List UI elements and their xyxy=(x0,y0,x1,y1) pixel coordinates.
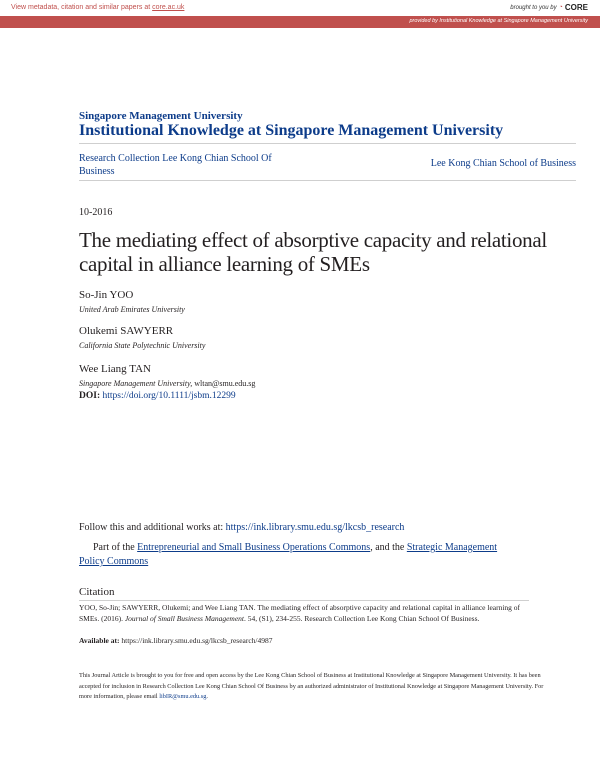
doi-link[interactable]: https://doi.org/10.1111/jsbm.12299 xyxy=(102,391,236,401)
citation-text-after: . 54, (S1), 234-255. Research Collection Lee Kong Chian School Of Business. xyxy=(244,613,480,623)
author-affiliation: California State Polytechnic University xyxy=(79,341,206,350)
citation-journal: Journal of Small Business Management xyxy=(124,613,244,623)
breadcrumb-school[interactable]: Lee Kong Chian School of Business xyxy=(430,158,576,169)
author-name: So-Jin YOO xyxy=(79,289,134,301)
author-name: Olukemi SAWYERR xyxy=(79,325,174,337)
doi-line xyxy=(79,391,236,401)
follow-text: Follow this and additional works at: xyxy=(79,522,224,533)
breadcrumb xyxy=(79,143,576,181)
author-name: Wee Liang TAN xyxy=(79,363,151,375)
core-banner xyxy=(0,0,600,17)
disclaimer-end: . xyxy=(206,693,208,700)
citation-heading: Citation xyxy=(79,586,529,601)
author-affiliation-text: Singapore Management University, xyxy=(79,379,193,388)
disclaimer-email-link[interactable]: libIR@smu.edu.sg xyxy=(159,693,207,700)
doi-label: DOI: xyxy=(79,391,101,401)
publication-date: 10-2016 xyxy=(79,207,113,218)
core-link[interactable]: core.ac.uk xyxy=(152,4,185,11)
brought-to-you-text: brought to you by xyxy=(510,4,557,11)
author-affiliation xyxy=(79,379,255,388)
core-brand[interactable] xyxy=(510,3,588,12)
follow-link[interactable]: https://ink.library.smu.edu.sg/lkcsb_research xyxy=(225,522,405,533)
commons-link-strategic[interactable]: Strategic Management Policy Commons xyxy=(79,542,498,567)
part-of-middle: , and the xyxy=(370,542,405,553)
provided-by-bar xyxy=(0,16,600,28)
article-title: The mediating effect of absorptive capacity and relational capital in alliance learning of SMEs xyxy=(79,228,547,276)
part-of-line xyxy=(79,541,509,569)
author-affiliation: United Arab Emirates University xyxy=(79,305,185,314)
core-metadata-text xyxy=(11,4,184,11)
breadcrumb-collection[interactable]: Research Collection Lee Kong Chian School Of Business xyxy=(79,153,272,177)
available-url[interactable]: https://ink.library.smu.edu.sg/lkcsb_research/4987 xyxy=(121,636,273,645)
university-name: Singapore Management University xyxy=(79,110,243,122)
repository-title[interactable]: Institutional Knowledge at Singapore Management University xyxy=(79,122,504,139)
core-logo-text: CORE xyxy=(564,3,588,12)
provided-by-text[interactable]: provided by Institutional Knowledge at Singapore Management University xyxy=(409,18,588,24)
available-label: Available at: xyxy=(79,636,120,645)
author-email: wltan@smu.edu.sg xyxy=(194,379,256,388)
available-at-line xyxy=(79,636,273,645)
core-logo-icon: ◔ xyxy=(558,4,563,11)
access-disclaimer xyxy=(79,671,544,703)
commons-link-entrepreneurial[interactable]: Entrepreneurial and Small Business Operations Commons xyxy=(137,542,371,553)
citation-text xyxy=(79,603,529,624)
follow-line xyxy=(79,522,404,533)
citation-text-before: YOO, So-Jin; SAWYERR, Olukemi; and Wee Liang TAN. The mediating effect of absorptive capacity and relational capital in alliance learning of SMEs. (2016). xyxy=(79,603,521,623)
part-of-prefix: Part of the xyxy=(93,542,135,553)
disclaimer-text: This Journal Article is brought to you for free and open access by the Lee Kong Chian School of Business at Institutional Knowledge at Singapore Management University. It has been accepted for inclusion in Research Collection Lee Kong Chian School Of Business by an authorized administrator of Institutional Knowledge at Singapore Management University. For more information, please email xyxy=(79,672,544,700)
core-metadata-label: View metadata, citation and similar papers at xyxy=(11,4,151,11)
